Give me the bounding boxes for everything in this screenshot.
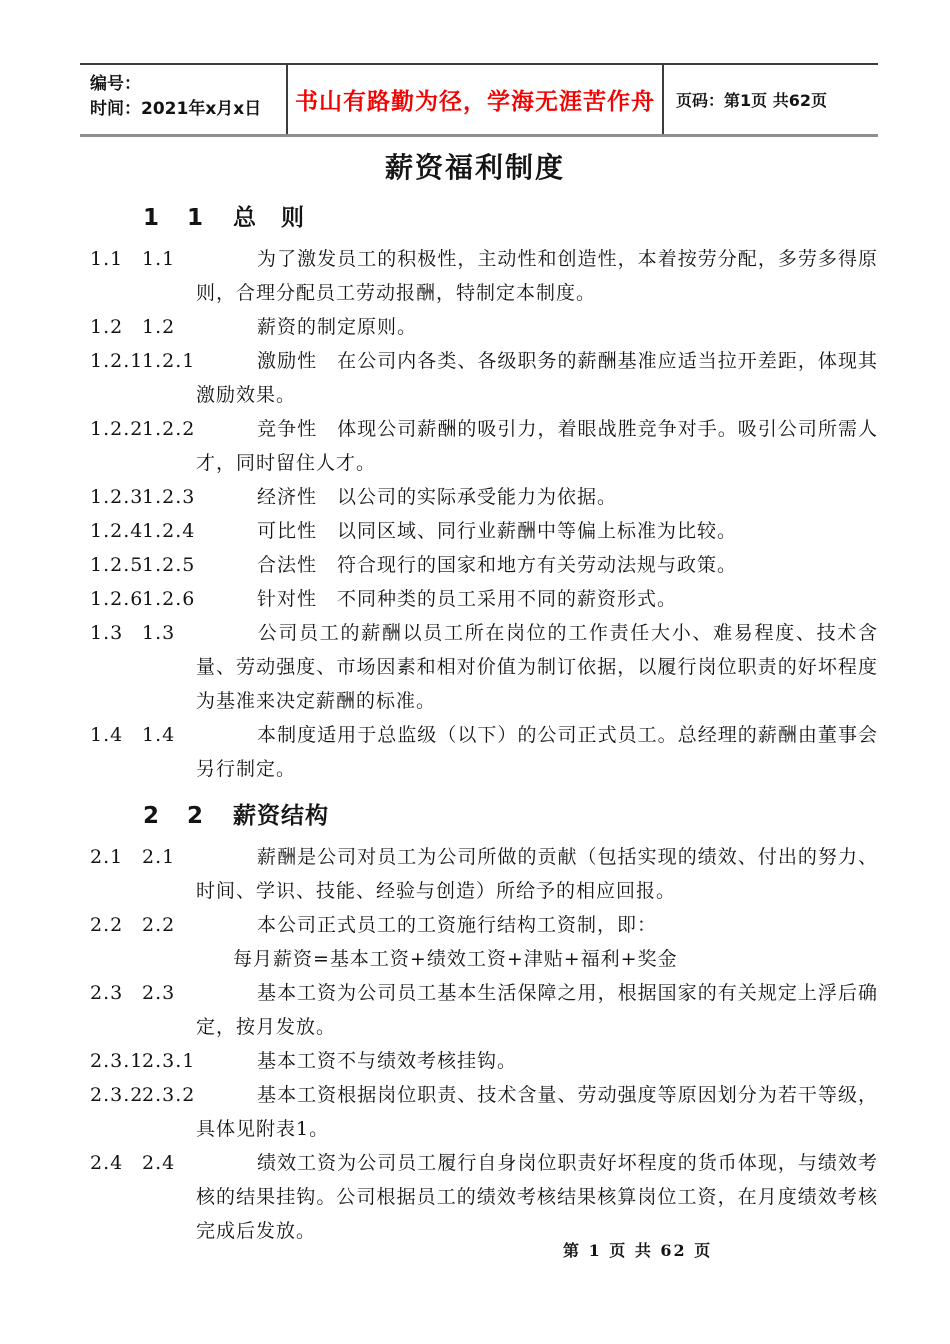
document-title: 薪资福利制度 xyxy=(384,151,565,184)
section-heading-text: 总 则 xyxy=(233,205,305,231)
section-heading-text: 薪资结构 xyxy=(233,803,329,829)
section-heading-2 xyxy=(143,800,878,832)
clause-number-auto: 2.4 xyxy=(90,1152,124,1174)
clause-number-auto: 1.2.2 xyxy=(90,418,144,440)
clause-number-auto: 1.4 xyxy=(90,724,124,746)
clause-paragraph xyxy=(90,242,878,310)
clause-text: 基本工资为公司员工基本生活保障之用，根据国家的有关规定上浮后确定，按月发放。 xyxy=(196,982,878,1038)
clause-text: 针对性 不同种类的员工采用不同的薪资形式。 xyxy=(257,588,678,610)
header-pagenum-cell xyxy=(664,65,878,134)
clause-paragraph xyxy=(90,548,878,582)
clause-paragraph xyxy=(90,412,878,480)
clause-number-typed: 1.3 xyxy=(142,622,176,644)
clause-text: 绩效工资为公司员工履行自身岗位职责好坏程度的货币体现，与绩效考核的结果挂钩。公司根据员工的绩效考核结果核算岗位工资，在月度绩效考核完成后发放。 xyxy=(196,1152,878,1242)
clause-paragraph xyxy=(90,582,878,616)
clause-number-auto: 1.2.3 xyxy=(90,486,144,508)
clause-text: 本制度适用于总监级（以下）的公司正式员工。总经理的薪酬由董事会另行制定。 xyxy=(196,724,878,780)
clause-text: 竞争性 体现公司薪酬的吸引力，着眼战胜竞争对手。吸引公司所需人才，同时留住人才。 xyxy=(196,418,878,474)
clause-number-auto: 1.2.1 xyxy=(90,350,144,372)
clause-number-auto: 1.2.5 xyxy=(90,554,144,576)
clause-text: 激励性 在公司内各类、各级职务的薪酬基准应适当拉开差距，体现其激励效果。 xyxy=(196,350,878,406)
clause-paragraph xyxy=(90,840,878,908)
header-meta-cell xyxy=(80,65,286,134)
salary-formula-line: 每月薪资=基本工资+绩效工资+津贴+福利+奖金 xyxy=(233,948,678,970)
clause-paragraph xyxy=(90,310,878,344)
clause-paragraph xyxy=(90,616,878,718)
clause-paragraph xyxy=(90,908,878,942)
clause-paragraph xyxy=(90,1146,878,1248)
page-number-label: 页码：第1页 共62页 xyxy=(676,91,827,110)
clause-number-auto: 2.2 xyxy=(90,914,124,936)
clause-number-auto: 2.3 xyxy=(90,982,124,1004)
clause-number-typed: 2.3.1 xyxy=(142,1050,196,1072)
clause-paragraph xyxy=(90,718,878,786)
section-heading-1 xyxy=(143,202,878,234)
clause-paragraph xyxy=(90,480,878,514)
clause-number-typed: 1.2.1 xyxy=(142,350,196,372)
section-number-typed: 2 xyxy=(187,803,205,829)
clause-number-auto: 1.3 xyxy=(90,622,124,644)
clause-number-typed: 2.1 xyxy=(142,846,176,868)
clause-paragraph xyxy=(90,344,878,412)
clause-paragraph xyxy=(90,514,878,548)
clause-text: 公司员工的薪酬以员工所在岗位的工作责任大小、难易程度、技术含量、劳动强度、市场因素和相对价值为制订依据，以履行岗位职责的好坏程度为基准来决定薪酬的标准。 xyxy=(196,622,878,712)
clause-number-auto: 1.2.6 xyxy=(90,588,144,610)
clause-number-typed: 2.3 xyxy=(142,982,176,1004)
document-body xyxy=(90,202,878,1248)
clause-text: 薪酬是公司对员工为公司所做的贡献（包括实现的绩效、付出的努力、时间、学识、技能、经验与创造）所给予的相应回报。 xyxy=(196,846,878,902)
clause-number-typed: 2.4 xyxy=(142,1152,176,1174)
clause-number-auto: 2.3.2 xyxy=(90,1084,144,1106)
clause-number-auto: 1.2 xyxy=(90,316,124,338)
clause-number-auto: 1.1 xyxy=(90,248,124,270)
section-number-auto: 2 xyxy=(143,803,161,829)
clause-text: 合法性 符合现行的国家和地方有关劳动法规与政策。 xyxy=(257,554,738,576)
clause-paragraph xyxy=(90,1078,878,1146)
clause-text: 基本工资不与绩效考核挂钩。 xyxy=(257,1050,518,1072)
page-footer: 第 1 页 共 62 页 xyxy=(563,1241,713,1260)
header-slogan-cell xyxy=(286,65,664,134)
clause-number-typed: 1.2.2 xyxy=(142,418,196,440)
section-number-auto: 1 xyxy=(143,205,161,231)
clause-text: 为了激发员工的积极性，主动性和创造性，本着按劳分配，多劳多得原则，合理分配员工劳动报酬，特制定本制度。 xyxy=(196,248,878,304)
clause-text: 经济性 以公司的实际承受能力为依据。 xyxy=(257,486,618,508)
clause-number-typed: 1.4 xyxy=(142,724,176,746)
clause-number-auto: 2.1 xyxy=(90,846,124,868)
clause-number-typed: 1.2 xyxy=(142,316,176,338)
clause-number-typed: 1.2.6 xyxy=(142,588,196,610)
clause-number-auto: 1.2.4 xyxy=(90,520,144,542)
clause-number-typed: 2.3.2 xyxy=(142,1084,196,1106)
clause-number-auto: 2.3.1 xyxy=(90,1050,144,1072)
doc-number-label: 编号： xyxy=(90,74,141,94)
clause-text: 基本工资根据岗位职责、技术含量、劳动强度等原因划分为若干等级，具体见附表1。 xyxy=(196,1084,878,1140)
doc-date-label: 时间：2021年x月x日 xyxy=(90,99,262,119)
clause-number-typed: 1.2.3 xyxy=(142,486,196,508)
clause-number-typed: 1.1 xyxy=(142,248,176,270)
slogan-text: 书山有路勤为径，学海无涯苦作舟 xyxy=(295,89,655,115)
page-header-table xyxy=(80,63,878,137)
section-number-typed: 1 xyxy=(187,205,205,231)
clause-paragraph xyxy=(90,1044,878,1078)
clause-paragraph xyxy=(90,976,878,1044)
clause-text: 可比性 以同区域、同行业薪酬中等偏上标准为比较。 xyxy=(257,520,738,542)
clause-number-typed: 1.2.5 xyxy=(142,554,196,576)
clause-text: 薪资的制定原则。 xyxy=(257,316,418,338)
clause-text: 本公司正式员工的工资施行结构工资制，即： xyxy=(257,914,658,936)
clause-number-typed: 1.2.4 xyxy=(142,520,196,542)
clause-number-typed: 2.2 xyxy=(142,914,176,936)
